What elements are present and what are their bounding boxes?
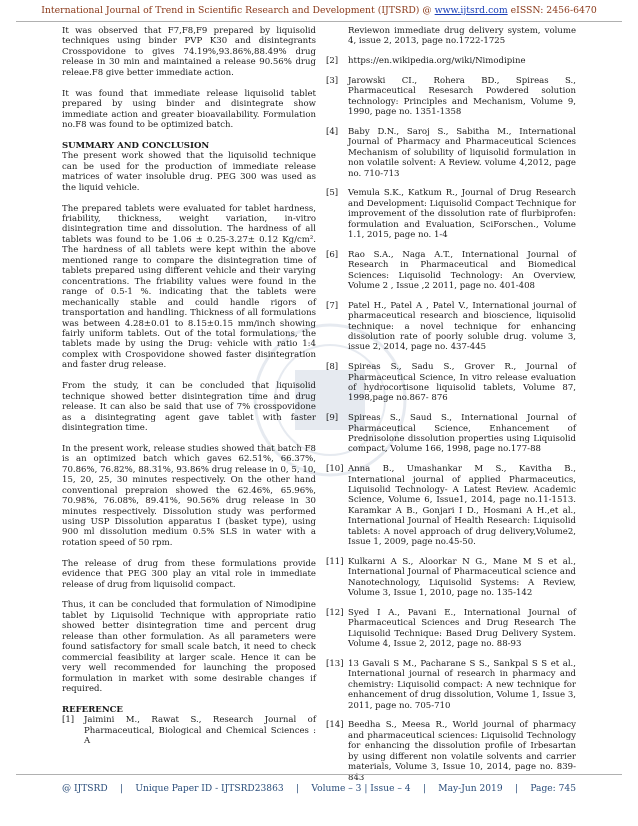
reference-number: [7] [326,300,339,311]
left-column [62,26,316,747]
footer-volume-issue: Volume – 3 | Issue – 4 [311,784,411,794]
reference-text: Beedha S., Meesa R., World journal of pharmacy and pharmaceutical sciences: Liquisolid Technology for enhancing the dissolution profile of Irbesartan by using different non volatile solvents and carrier materials, Volume 3, Issue 10, 2014, page no. 839-843 [348,720,576,783]
paragraph: The present work showed that the liquisolid technique can be used for the production of immediate release matrices of water insoluble drug. PEG 300 was used as the liquid vehicle. [62,151,316,193]
reference-text: 13 Gavali S M., Pacharane S S., Sankpal S S et al., International journal of research in pharmacy and chemistry: Liquisolid compact: A new technique for enhancement of drug dissolution, Volume 1, Issue 3, 2011, page no. 705-710 [348,658,576,711]
footer-page-number: Page: 745 [530,784,576,794]
reference-text: Spireas S., Sadu S., Grover R., Journal of Pharmaceutical Science, In vitro release evaluation of hydrocortisone liquisolid tablets, Volume 87, 1998,page no.867- 876 [348,362,576,404]
footer-separator: | [422,784,426,794]
reference-item [326,464,576,548]
reference-number: [2] [326,56,339,67]
reference-number: [4] [326,126,339,137]
reference-number: [12] [326,607,344,618]
reference-item [326,413,576,455]
reference-number: [8] [326,362,339,373]
right-column [326,26,576,792]
journal-title: International Journal of Trend in Scientific Research and Development (IJTSRD) @ [41,5,432,16]
reference-text: Syed I A., Pavani E., International Journal of Pharmaceutical Sciences and Drug Research The Liquisolid Technique: Based Drug Delivery System. Volume 4, Issue 2, 2012, page no. 88-93 [348,607,576,650]
paragraph: It was found that immediate release liquisolid tablet prepared by using binder and disintegrate show immediate action and greater bioavailability. Formulation no.F8 was found to be optimized batch. [62,88,316,131]
page-footer [62,784,576,794]
reference-number: [3] [326,75,339,86]
reference-text: Spireas S., Saud S., International Journal of Pharmaceutical Science, Enhancement of Prednisolone dissolution properties using Liquisolid compact, Volume 166, 1998, page no.177-88 [348,413,576,455]
reference-item [62,715,316,746]
reference-number: [14] [326,720,344,731]
reference-number: [1] [62,715,75,726]
header-divider [16,21,622,22]
reference-number: [11] [326,556,344,567]
footer-date: May-Jun 2019 [438,784,503,794]
reference-text: Reviewon immediate drug delivery system, volume 4, issue 2, 2013, page no.1722-1725 [348,26,576,47]
section-heading-summary: SUMMARY AND CONCLUSION [62,140,210,151]
footer-separator: | [295,784,300,794]
reference-text: Jaimini M., Rawat S., Research Journal of Pharmaceutical, Biological and Chemical Sciences : A [84,715,316,747]
reference-text: Jarowski CI., Rohera BD., Spireas S., Pharmaceutical Resesarch Powdered solution technology: Principles and Mechanism, Volume 9, 1990, page no. 1351-1358 [348,75,576,118]
reference-number: [6] [326,249,339,260]
paragraph: In the present work, release studies showed that batch F8 is an optimized batch which gaves 62.51%, 66.37%, 70.86%, 76.82%, 88.31%, 93.86% drug release in 0, 5, 10, 15, 20, 25, 30 minutes respectively. On the other hand conventional prepraion showed the 62.46%, 65.96%, 70.98%, 76.08%, 89.41%, 90.56% drug release in 30 minutes respectively. Dissolution study was performed using USP Dissolution apparatus I (basket type), using 900 ml dissolution medium 0.5% SLS in water with a rotation speed of 50 rpm. [62,443,316,548]
journal-header [0,5,638,16]
reference-item-continued [326,26,576,47]
reference-number: [10] [326,464,344,475]
reference-item [326,608,576,650]
reference-text: Kulkarni A S., Aloorkar N G., Mane M S et al., International Journal of Pharmaceutical science and Nanotechnology, Liquisolid Systems: A Review, Volume 3, Issue 1, 2010, page no. 135-142 [348,556,576,599]
paragraph: The release of drug from these formulations provide evidence that PEG 300 play an vital role in immediate release of drug from liquisolid compact. [62,558,316,590]
reference-item [326,250,576,292]
footer-divider [16,774,622,775]
reference-text: Patel H., Patel A , Patel V., International journal of pharmaceutical research and bioscience, liquisolid technique: a novel technique for enhancing dissolution rate of poorly soluble drug. volume 3, issue 2, 2014, page no. 437-445 [348,300,576,353]
reference-number: [13] [326,658,344,669]
paragraph: It was observed that F7,F8,F9 prepared by liquisolid techniques using binder PVP K30 and disintegrants Crosspovidone to gives 74.19%,93.86%,88.49% drug release in 30 min and maintained a release 90.56% drug releae.F8 give better immediate action. [62,26,316,78]
reference-item [326,127,576,179]
reference-text: Anna B., Umashankar M S., Kavitha B., International journal of applied Pharmaceutics, Liquisolid Technology- A Latest Review. Academic Science, Volume 6, Issue1, 2014, page no.11-1513. Karamkar A B., Gonjari I D., Hosmani A H.,et al., International Journal of Health Research: Liquisolid tablets: A novel approach of drug delivery,Volume2, Issue 1, 2009, page no.45-50. [348,464,576,548]
footer-paper-id: Unique Paper ID - IJTSRD23863 [135,784,284,794]
reference-item [326,659,576,711]
journal-issn: eISSN: 2456-6470 [510,5,597,16]
reference-item [326,188,576,240]
section-heading-reference: REFERENCE [62,704,123,715]
reference-item [326,56,576,66]
reference-number: [5] [326,188,339,199]
footer-site: @ IJTSRD [62,784,108,794]
paragraph: Thus, it can be concluded that formulation of Nimodipine tablet by Liquisolid Technique with appropriate ratio showed better disintegration time and percent drug release than other formulation. As all parameters were found satisfactory for small scale batch, it need to check commercial feasibility at larger scale. Hence it can be very well recommended for launching the proposed formulation in market with some desirable changes if required. [62,600,316,695]
reference-text: Vemula S.K., Katkum R., Journal of Drug Research and Development: Liquisolid Compact Technique for improvement of the dissolution rate of flurbiprofen: formulation and Evaluation, SciForschen., Volume 1.1, 2015, page no. 1-4 [348,188,577,240]
journal-website-link[interactable]: www.ijtsrd.com [434,5,508,16]
reference-item [326,76,576,118]
reference-item [326,557,576,599]
footer-separator: | [119,784,124,794]
reference-text: Baby D.N., Saroj S., Sabitha M., International Journal of Pharmacy and Pharmaceutical Sciences Mechanism of solubility of liquisolid formulation in non volatile solvent: A Review. volume 4,2012, page no. 710-713 [348,126,576,179]
reference-item [326,362,576,404]
paragraph: The prepared tablets were evaluated for tablet hardness, friability, thickness, weight variation, in-vitro disintegration time and dissolution. The hardness of all tablets was found to be 1.06 ± 0.25-3.27± 0.12 Kg/cm². The hardness of all tablets were kept within the above mentioned range to compare the disintegration time of tablets prepared using different vehicle and their varying concentrations. The friability values were found in the range of 0.5-1 %. indicating that the tablets were mechanically stable and could handle rigors of transportation and handling. Thickness of all formulations was between 4.28±0.01 to 8.15±0.15 mm/inch showing fairly uniform tablets. Out of the total formulations, the tablets made by using the Drug: vehicle with ratio 1:4 complex with Crospovidone showed faster disintegration and faster drug release. [62,203,316,371]
footer-separator: | [514,784,519,794]
reference-item [326,301,576,353]
reference-link[interactable]: https://en.wikipedia.org/wiki/Nimodipine [348,56,526,67]
reference-text: Rao S.A., Naga A.T., International Journal of Research in Pharmaceutical and Biomedical Sciences: Liquisolid Technology: An Overview, Volume 2 , Issue ,2 2011, page no. 401-408 [348,249,576,291]
reference-number: [9] [326,413,339,424]
paragraph: From the study, it can be concluded that liquisolid technique showed better disintegration time and drug release. It can also be said that use of 7% crosspovidone as a disintegrating agent gave tablet with faster disintegration time. [62,381,316,433]
